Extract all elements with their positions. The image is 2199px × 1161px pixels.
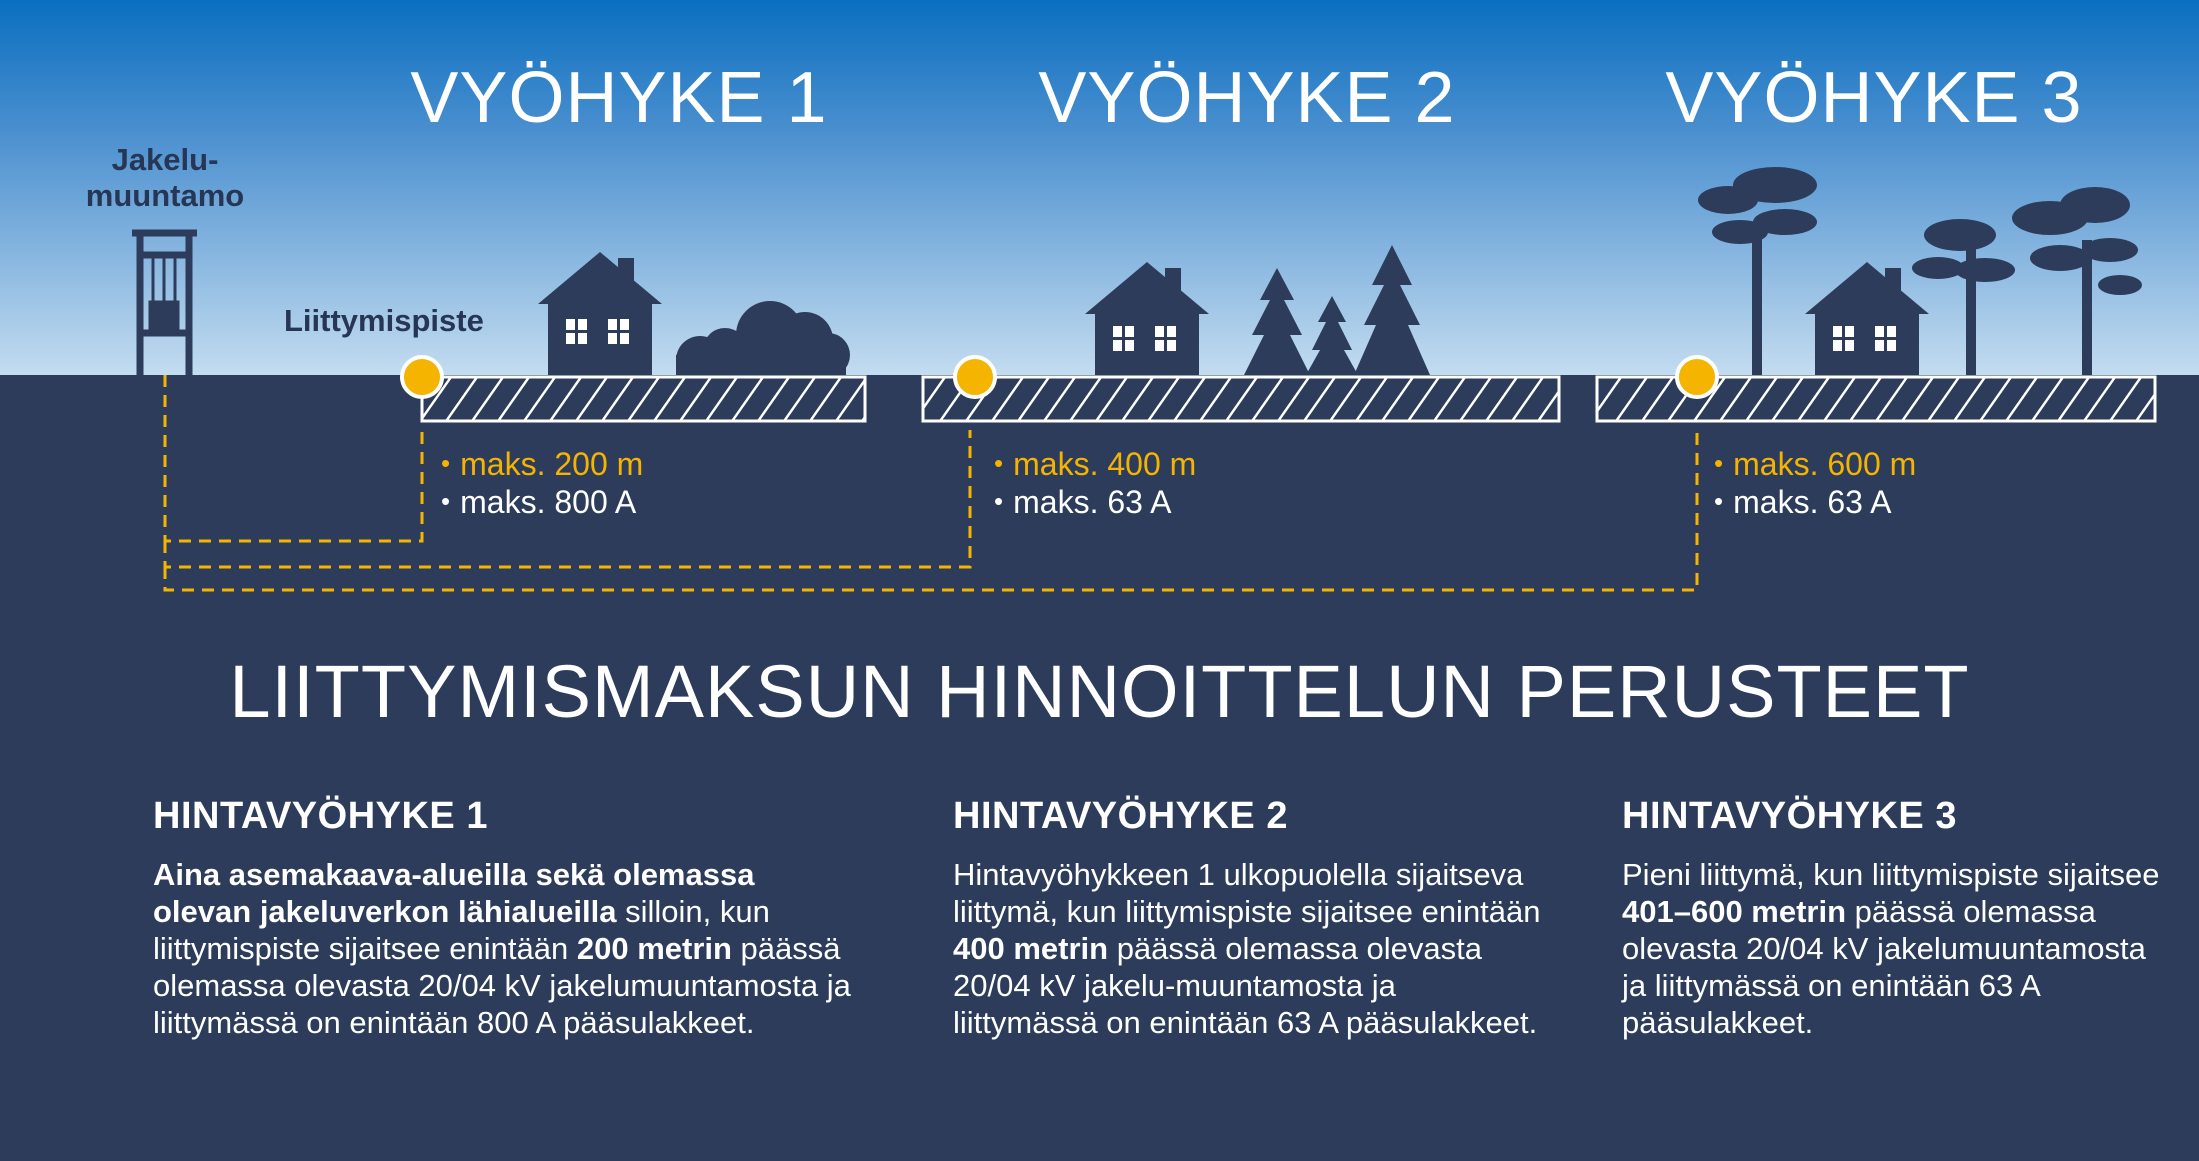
connection-point-zone-3 <box>1677 357 1717 397</box>
substation-label-line1: Jakelu- <box>111 142 219 177</box>
connection-point-zone-1 <box>402 357 442 397</box>
connection-point-zone-2 <box>955 357 995 397</box>
plot-zone-2 <box>923 377 1559 421</box>
zone-2-max-current: • maks. 63 A <box>994 484 1172 520</box>
zone-3-max-current: • maks. 63 A <box>1714 484 1892 520</box>
price-zone-3-heading: HINTAVYÖHYKE 3 <box>1622 795 1957 837</box>
substation-label-line2: muuntamo <box>85 177 245 213</box>
price-zone-1 <box>153 795 853 1041</box>
zone-2-max-distance: • maks. 400 m <box>994 446 1197 482</box>
zone-1-specs <box>441 445 643 521</box>
zone-3-specs <box>1714 445 1916 521</box>
price-zone-3-text: Pieni liittymä, kun liittymispiste sijaitsee 401–600 metrin päässä olemassa olevasta 20/04 kV jakelumuuntamosta ja liittymässä on enintään 63 A pääsulakkeet. <box>1622 857 2160 1040</box>
substation-label <box>70 142 260 213</box>
zone-title-3: VYÖHYKE 3 <box>1665 58 2083 138</box>
price-zone-3 <box>1622 795 2162 1041</box>
price-zone-2 <box>953 795 1543 1041</box>
zone-1-max-distance: • maks. 200 m <box>441 446 644 482</box>
plot-zone-1 <box>422 377 865 421</box>
price-zone-2-text: Hintavyöhykkeen 1 ulkopuolella sijaitseva liittymä, kun liittymispiste sijaitsee enintään 400 metrin päässä olemassa olevasta 20/04 kV jakelu-muuntamosta ja liittymässä on enintään 63 A pääsulakkeet. <box>953 857 1541 1040</box>
zone-2-specs <box>994 445 1196 521</box>
zone-title-1: VYÖHYKE 1 <box>410 58 828 138</box>
price-zone-1-text: Aina asemakaava-alueilla sekä olemassa olevan jakeluverkon lähialueilla silloin, kun liittymispiste sijaitsee enintään 200 metrin päässä olemassa olevasta 20/04 kV jakelumuuntamosta ja liittymässä on enintään 800 A pääsulakkeet. <box>153 857 851 1040</box>
zone-1-max-current: • maks. 800 A <box>441 484 637 520</box>
zone-3-max-distance: • maks. 600 m <box>1714 446 1917 482</box>
price-zone-1-heading: HINTAVYÖHYKE 1 <box>153 795 488 837</box>
connection-point-label: Liittymispiste <box>284 303 484 338</box>
zone-title-2: VYÖHYKE 2 <box>1038 58 1456 138</box>
price-zone-2-heading: HINTAVYÖHYKE 2 <box>953 795 1288 837</box>
main-title: LIITTYMISMAKSUN HINNOITTELUN PERUSTEET <box>229 650 1970 733</box>
